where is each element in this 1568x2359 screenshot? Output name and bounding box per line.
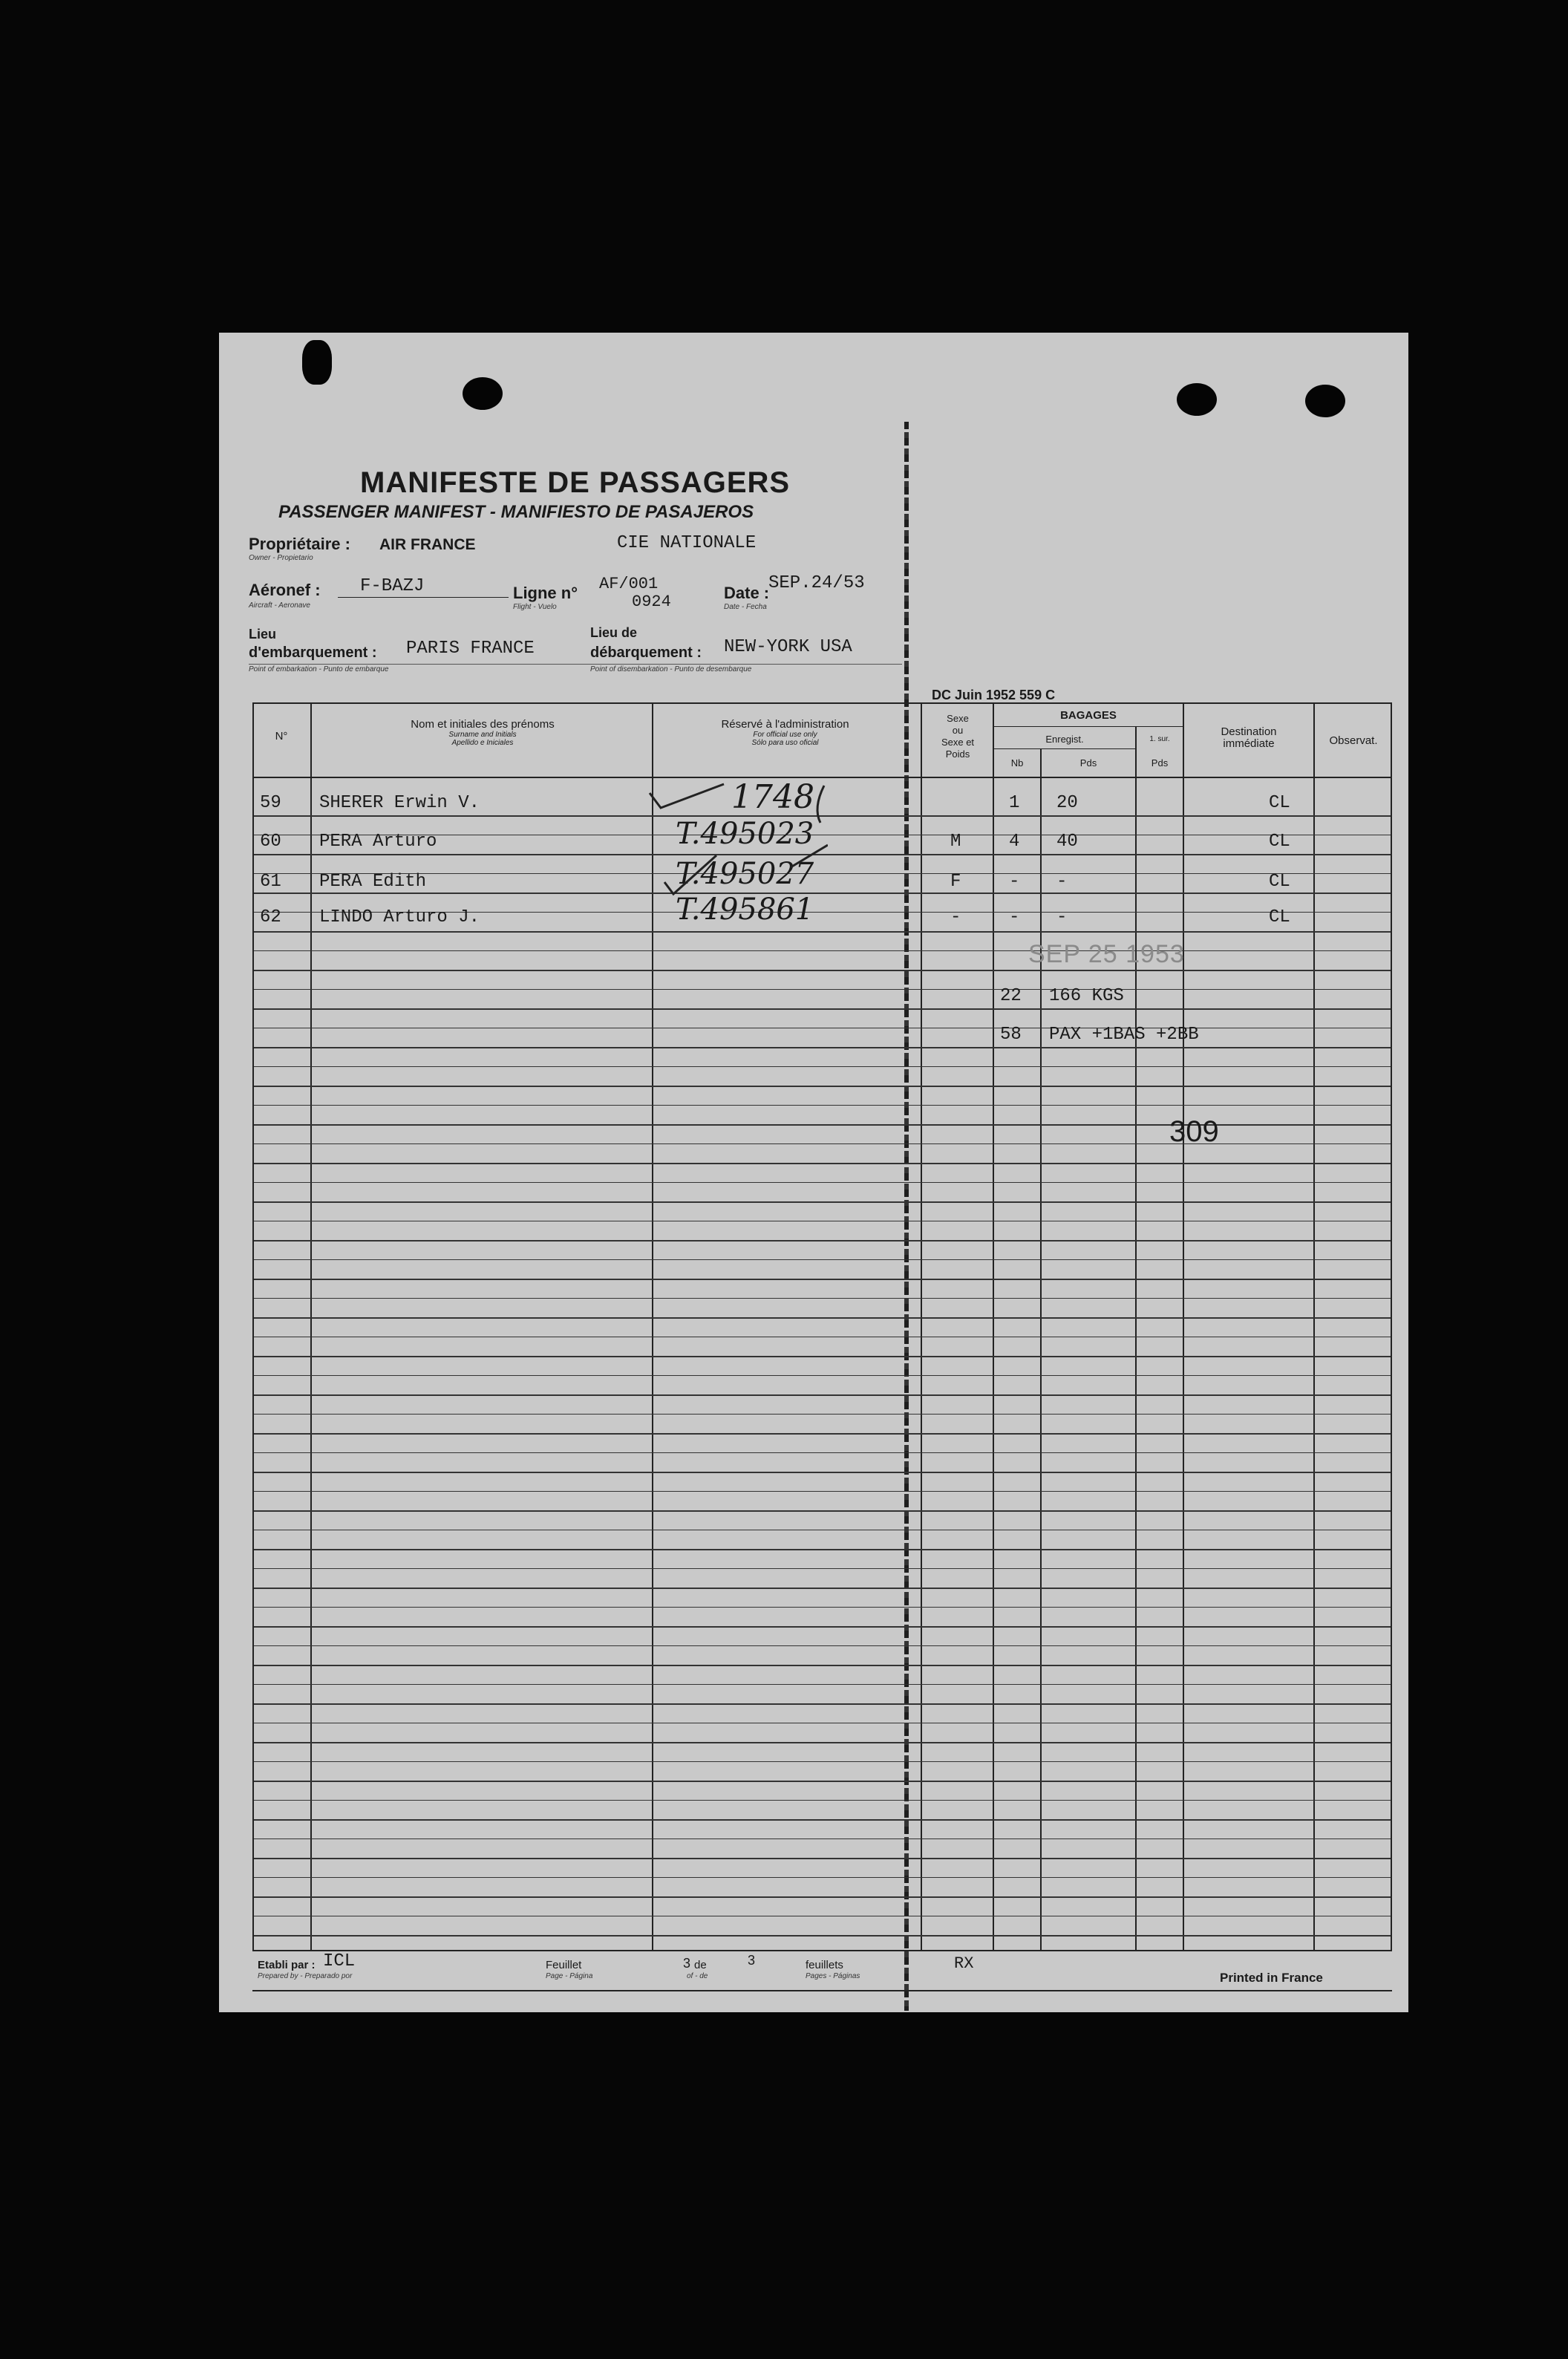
ruled-line [254, 1742, 1391, 1743]
row-no: 60 [260, 832, 281, 852]
ruled-line [254, 1182, 1391, 1183]
ruled-line [254, 1761, 1391, 1762]
col-sex-l2: ou [952, 725, 964, 736]
torn-corner [302, 340, 332, 385]
ruled-line [254, 1433, 1391, 1435]
ruled-line [254, 1838, 1391, 1839]
prepared-label: Etabli par : [258, 1959, 316, 1971]
ruled-line [254, 1588, 1391, 1589]
bracket-mark [817, 786, 824, 823]
col-destination-header [1184, 726, 1313, 750]
ruled-line [254, 1800, 1391, 1801]
ruled-line [254, 1414, 1391, 1415]
col-sex-l1: Sexe [947, 713, 969, 724]
ruled-line [254, 1781, 1391, 1782]
col-name-header [312, 719, 653, 747]
ruled-line [254, 1819, 1391, 1821]
manifest-title: MANIFESTE DE PASSAGERS [360, 466, 791, 499]
punch-hole [1305, 385, 1345, 417]
ruled-line [254, 1703, 1391, 1705]
ruled-line [254, 1665, 1391, 1666]
disembark-label-1: Lieu de [590, 625, 638, 640]
prepared-sublabel: Prepared by - Preparado por [258, 1972, 353, 1980]
col-sex-header [923, 713, 993, 760]
disembark-sublabel: Point of disembarkation - Punto de desembarque [590, 665, 752, 673]
ruled-line [254, 1607, 1391, 1608]
col-pds-header: Pds [1079, 757, 1097, 769]
ruled-line [254, 1935, 1391, 1937]
ruled-line [254, 1163, 1391, 1164]
ruled-line [254, 1201, 1391, 1203]
page-number-note: 309 [1169, 1115, 1219, 1148]
col-line [252, 702, 254, 1950]
ruled-line [254, 1645, 1391, 1646]
row-nb: 4 [1009, 832, 1020, 852]
of-value: 3 [748, 1953, 756, 1968]
ruled-line [254, 1394, 1391, 1396]
col-bagages-header: BAGAGES [1060, 709, 1117, 722]
check-marks-svg [635, 778, 828, 927]
line-sublabel: Flight - Vuelo [513, 603, 557, 611]
row-obs: CL [1269, 872, 1290, 892]
embark-label-2: d'embarquement : [249, 645, 377, 661]
ruled-line [254, 1259, 1391, 1260]
check-mark [650, 784, 724, 808]
ruled-line [254, 1124, 1391, 1126]
col-name-sub2: Apellido e Iniciales [451, 739, 514, 747]
col-admin-sub2: Sólo para uso oficial [751, 739, 819, 747]
row-obs: CL [1269, 907, 1290, 927]
punch-hole [463, 377, 503, 410]
ruled-line [254, 1086, 1391, 1087]
check-mark [791, 845, 828, 867]
bagages-divider [994, 726, 1183, 727]
row-name: PERA Arturo [319, 832, 437, 852]
col-sex-l3: Sexe et [941, 737, 975, 748]
embark-value: PARIS FRANCE [406, 639, 535, 659]
punch-hole [1177, 383, 1217, 416]
row-admin: 1748 [731, 778, 814, 816]
col-line [1040, 748, 1042, 1950]
date-label: Date : [724, 584, 770, 602]
ruled-line [254, 1626, 1391, 1628]
embark-label-1: Lieu [249, 627, 277, 642]
ruled-line [254, 1356, 1391, 1357]
col-no-header: N° [275, 730, 288, 743]
col-line [1391, 702, 1392, 1950]
date-value: SEP.24/53 [768, 573, 865, 593]
col-admin-sub1: For official use only [753, 731, 817, 739]
row-pds: - [1056, 907, 1068, 927]
fold-crease [904, 422, 909, 2011]
aircraft-underline [338, 597, 509, 598]
prepared-value: ICL [323, 1951, 356, 1971]
col-pds2-header: Pds [1151, 757, 1169, 769]
received-stamp: SEP 25 1953 [1028, 940, 1185, 968]
col-sex-l4: Poids [945, 748, 970, 760]
row-obs: CL [1269, 832, 1290, 852]
col-destination-l2: immédiate [1223, 737, 1275, 750]
col-line [921, 702, 922, 1950]
disembark-value: NEW-YORK USA [724, 637, 852, 657]
row-nb: - [1009, 907, 1020, 927]
pax-text: PAX +1BAS +2BB [1049, 1025, 1199, 1045]
row-nb: 1 [1009, 793, 1020, 813]
col-line [993, 702, 994, 1950]
header-underline [249, 664, 902, 665]
of-sublabel: of - de [687, 1972, 708, 1980]
row-name: LINDO Arturo J. [319, 907, 480, 927]
row-admin: T.495861 [676, 893, 814, 927]
pax-count: 58 [1000, 1025, 1022, 1045]
table-top-border [252, 702, 1392, 704]
owner-value: AIR FRANCE [379, 536, 476, 553]
ruled-line [254, 1452, 1391, 1453]
ruled-line [254, 1279, 1391, 1280]
aircraft-label: Aéronef : [249, 581, 321, 599]
ruled-line [254, 1568, 1391, 1569]
ruled-line [254, 1549, 1391, 1550]
ruled-line [254, 1858, 1391, 1859]
sheet-label: Feuillet [546, 1959, 582, 1971]
ruled-line [254, 1510, 1391, 1512]
embark-sublabel: Point of embarkation - Punto de embarque [249, 665, 389, 673]
row-pds: - [1056, 872, 1068, 892]
row-no: 61 [260, 872, 281, 892]
ruled-line [254, 1143, 1391, 1144]
line-label: Ligne n° [513, 584, 578, 602]
col-admin-label: Réservé à l'administration [721, 718, 849, 731]
of-label: de [694, 1959, 707, 1971]
ruled-line [254, 1472, 1391, 1473]
manifest-sheet [219, 333, 1408, 2012]
pages-sublabel: Pages - Páginas [806, 1972, 860, 1980]
col-admin-header [653, 719, 917, 747]
row-sex: F [950, 872, 961, 892]
form-code: DC Juin 1952 559 C [932, 688, 1056, 702]
col-line [1183, 702, 1184, 1950]
check-mark [664, 855, 716, 894]
ruled-line [254, 931, 1391, 933]
col-line [1135, 726, 1137, 1950]
ruled-line [254, 1375, 1391, 1376]
footer-bottom-border [252, 1990, 1392, 1991]
row-sex: M [950, 832, 961, 852]
aircraft-value: F-BAZJ [360, 576, 425, 596]
owner-sublabel: Owner - Propietario [249, 554, 313, 562]
ruled-line [254, 1298, 1391, 1299]
date-sublabel: Date - Fecha [724, 603, 767, 611]
row-pds: 20 [1056, 793, 1078, 813]
disembark-label-2: débarquement : [590, 645, 702, 661]
col-destination-l1: Destination [1221, 725, 1277, 738]
sheet-value: 3 [683, 1956, 691, 1971]
row-sex: - [950, 907, 961, 927]
enregist-divider [994, 748, 1135, 749]
ruled-line [254, 1877, 1391, 1878]
ruled-line [254, 950, 1391, 951]
row-name: SHERER Erwin V. [319, 793, 480, 813]
kgs-text: 166 KGS [1049, 986, 1124, 1006]
owner-typed: CIE NATIONALE [617, 533, 757, 553]
manifest-subtitle: PASSENGER MANIFEST - MANIFIESTO DE PASAJEROS [278, 502, 754, 522]
col-line [1313, 702, 1315, 1950]
owner-label: Propriétaire : [249, 535, 350, 553]
ruled-line [254, 1491, 1391, 1492]
aircraft-sublabel: Aircraft - Aeronave [249, 601, 310, 610]
row-name: PERA Edith [319, 872, 427, 892]
ruled-line [254, 1240, 1391, 1242]
kgs-count: 22 [1000, 986, 1022, 1006]
ruled-line [254, 1008, 1391, 1010]
col-nb-header: Nb [1010, 757, 1024, 769]
ruled-line [254, 1896, 1391, 1898]
ruled-line [254, 1684, 1391, 1685]
row-nb: - [1009, 872, 1020, 892]
row-pds: 40 [1056, 832, 1078, 852]
sheet-sublabel: Page - Página [546, 1972, 593, 1980]
col-enregist-header: Enregist. [1045, 734, 1084, 745]
ruled-line [254, 1066, 1391, 1067]
ruled-line [254, 1317, 1391, 1319]
ruled-line [254, 989, 1391, 990]
row-obs: CL [1269, 793, 1290, 813]
ruled-line [254, 1105, 1391, 1106]
footer-top-border [252, 1950, 1392, 1951]
col-observ-header: Observat. [1329, 734, 1378, 747]
col-name-sub1: Surname and Initials [448, 731, 517, 739]
row-admin: T.495027 [676, 857, 814, 891]
col-line [310, 702, 312, 1950]
footer-code: RX [954, 1954, 974, 1973]
row-admin: T.495023 [676, 817, 814, 851]
line-value: AF/001 [599, 575, 659, 593]
col-name-label: Nom et initiales des prénoms [411, 718, 555, 731]
row-no: 59 [260, 793, 281, 813]
ruled-line [254, 970, 1391, 971]
line-value-2: 0924 [632, 593, 671, 611]
col-lsur-header: 1. sur. [1149, 735, 1170, 743]
pages-label: feuillets [806, 1959, 843, 1971]
printed-in-france: Printed in France [1220, 1971, 1323, 1985]
ruled-line [254, 1047, 1391, 1048]
row-no: 62 [260, 907, 281, 927]
